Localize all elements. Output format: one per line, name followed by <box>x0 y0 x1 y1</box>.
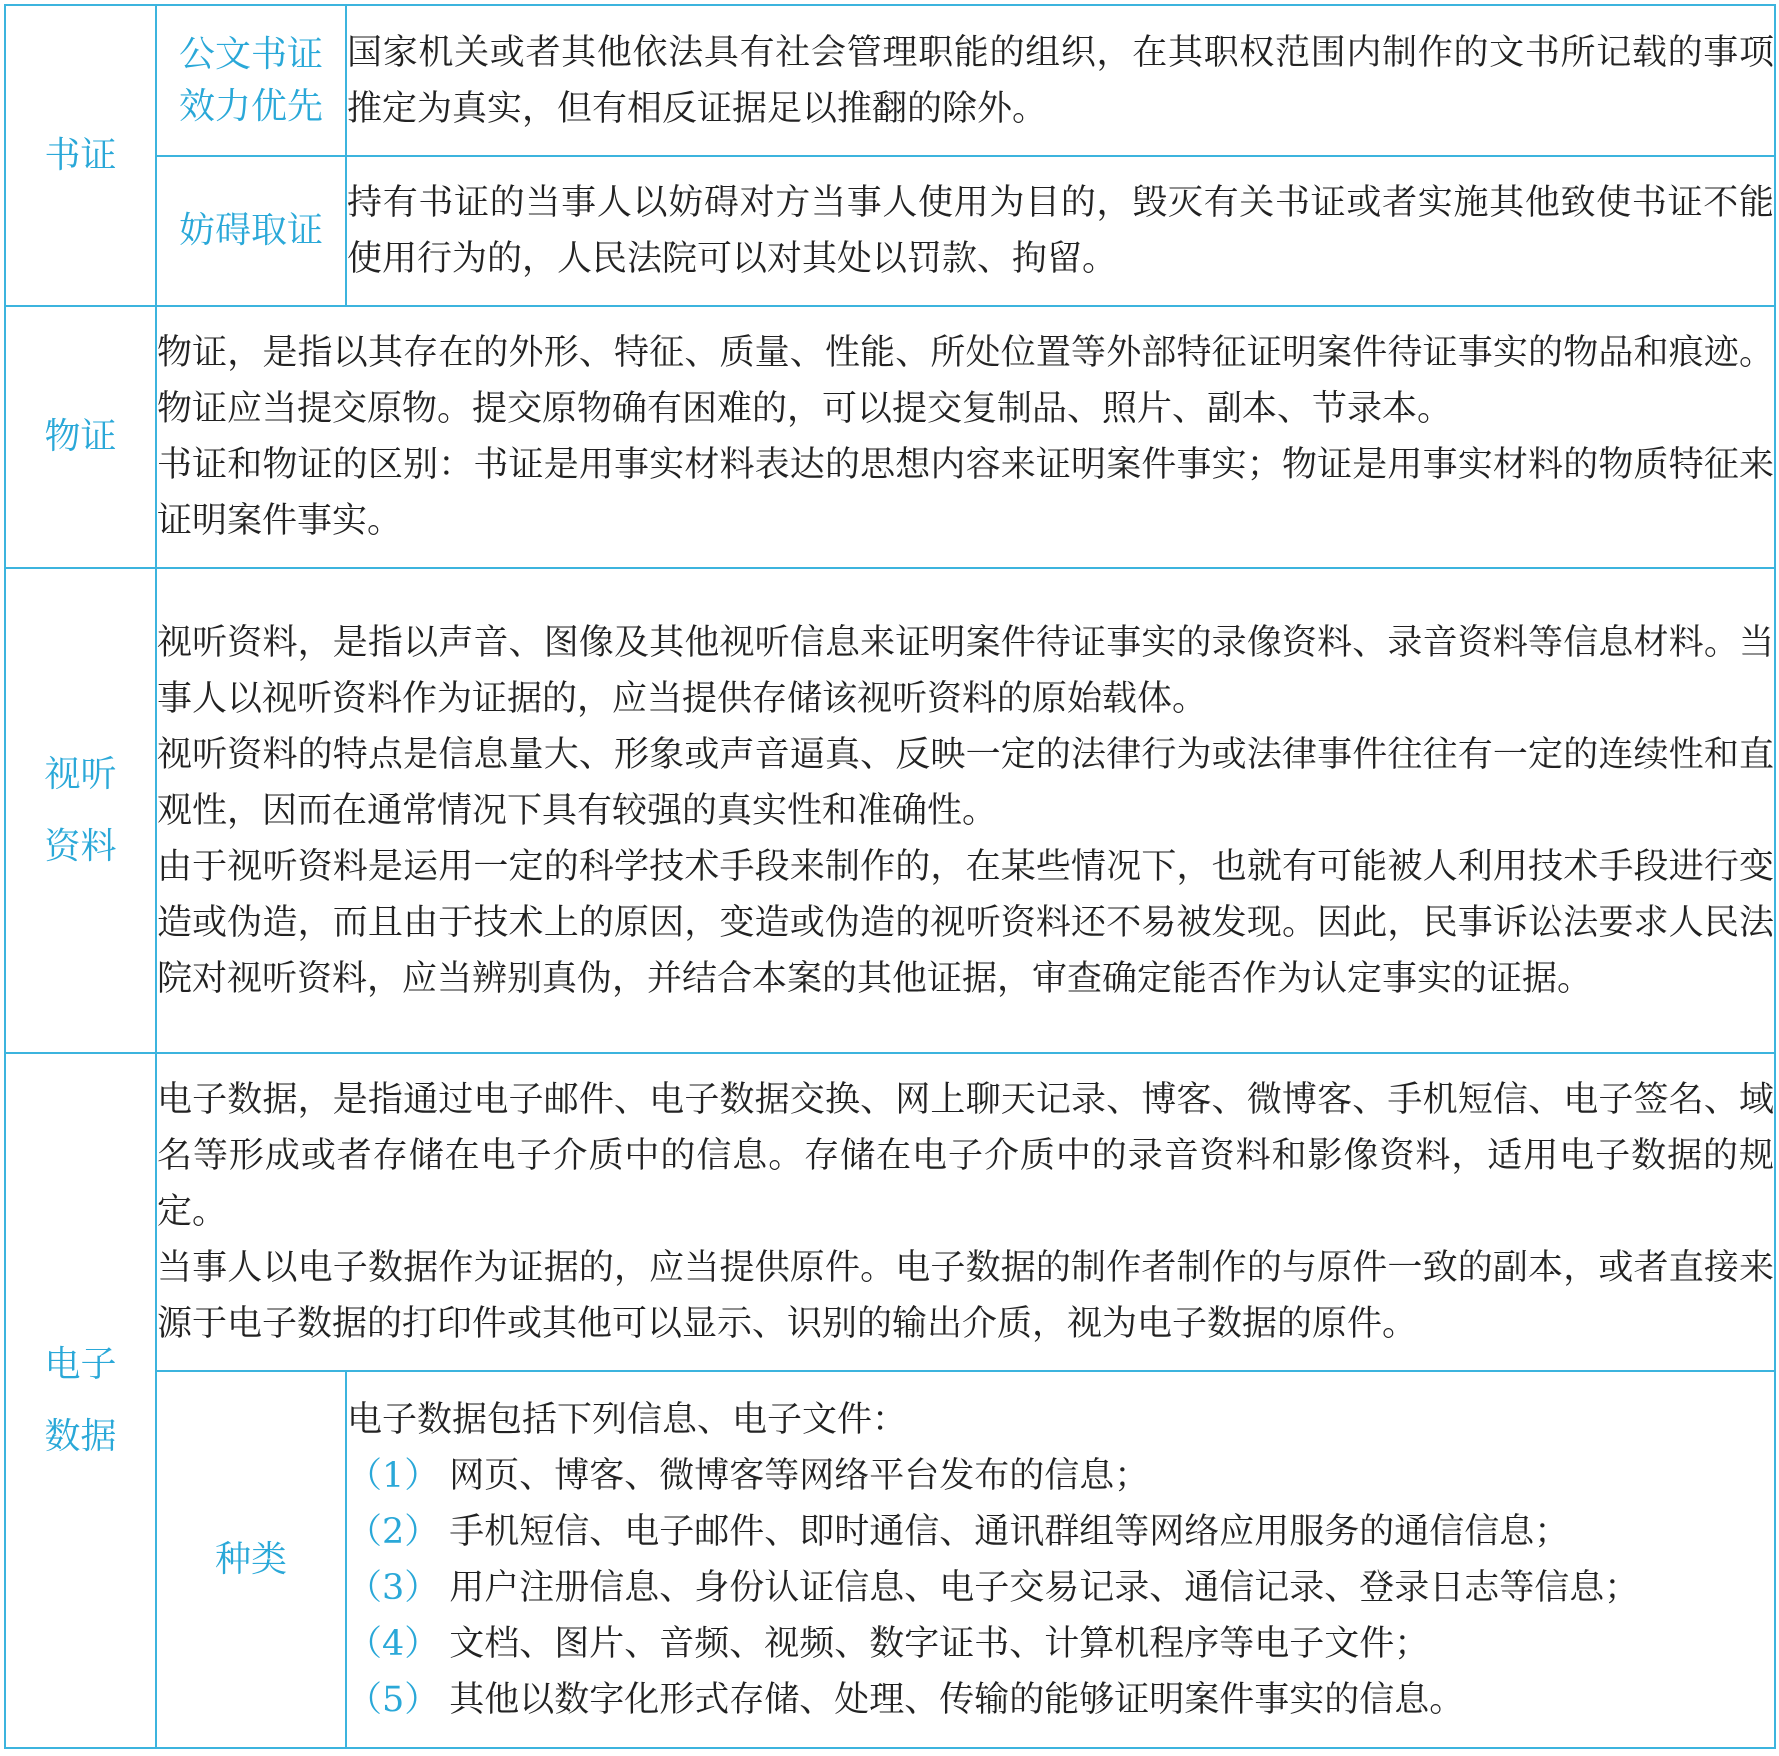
list-item: （5） 其他以数字化形式存储、处理、传输的能够证明案件事实的信息。 <box>347 1679 1465 1720</box>
text-obstruction: 持有书证的当事人以妨碍对方当事人使用为目的，毁灭有关书证或者实施其他致使书证不能使用行为的，人民法院可以对其处以罚款、拘留。 <box>346 156 1775 306</box>
list-item: （2） 手机短信、电子邮件、即时通信、通讯群组等网络应用服务的通信信息； <box>347 1511 1570 1552</box>
text-official-document: 国家机关或者其他依法具有社会管理职能的组织，在其职权范围内制作的文书所记载的事项推定为真实，但有相反证据足以推翻的除外。 <box>346 5 1775 156</box>
list-item: （1） 网页、博客、微博客等网络平台发布的信息； <box>347 1455 1150 1496</box>
table-row <box>5 5 1775 156</box>
text-types-list: 电子数据包括下列信息、电子文件： （1） 网页、博客、微博客等网络平台发布的信息； （2） 手机短信、电子邮件、即时通信、通讯群组等网络应用服务的通信信息； （3） 用户注册信息、身份认证信息、电子交易记录、通信记录、登录日志等信息； （4） 文档、图片、音频、视频、数字证书、计算机程序等电子文件； （5） 其他以数字化形式存储、处理、传输的能够证明案件事实的信息。 <box>346 1371 1775 1748</box>
category-shiting: 视听 资料 <box>5 568 156 1053</box>
table-row <box>5 306 1775 568</box>
sub-label-official-document: 公文书证 效力优先 <box>156 5 346 156</box>
category-dianzi: 电子 数据 <box>5 1053 156 1748</box>
list-item: （4） 文档、图片、音频、视频、数字证书、计算机程序等电子文件； <box>347 1623 1430 1664</box>
table-row <box>5 156 1775 306</box>
evidence-table <box>4 4 1776 1749</box>
table-row <box>5 1371 1775 1748</box>
category-wuzheng: 物证 <box>5 306 156 568</box>
sub-label-obstruction: 妨碍取证 <box>156 156 346 306</box>
table-row <box>5 1053 1775 1371</box>
text-physical-evidence: 物证，是指以其存在的外形、特征、质量、性能、所处位置等外部特征证明案件待证事实的物品和痕迹。物证应当提交原物。提交原物确有困难的，可以提交复制品、照片、副本、节录本。 书证和物证的区别：书证是用事实材料表达的思想内容来证明案件事实；物证是用事实材料的物质特征来证明案件事实。 <box>156 306 1775 568</box>
list-item: （3） 用户注册信息、身份认证信息、电子交易记录、通信记录、登录日志等信息； <box>347 1567 1640 1608</box>
text-audiovisual: 视听资料，是指以声音、图像及其他视听信息来证明案件待证事实的录像资料、录音资料等信息材料。当事人以视听资料作为证据的，应当提供存储该视听资料的原始载体。 视听资料的特点是信息量大、形象或声音逼真、反映一定的法律行为或法律事件往往有一定的连续性和直观性，因而在通常情况下具有较强的真实性和准确性。 由于视听资料是运用一定的科学技术手段来制作的，在某些情况下，也就有可能被人利用技术手段进行变造或伪造，而且由于技术上的原因，变造或伪造的视听资料还不易被发现。因此，民事诉讼法要求人民法院对视听资料，应当辨别真伪，并结合本案的其他证据，审查确定能否作为认定事实的证据。 <box>156 568 1775 1053</box>
text-electronic-data: 电子数据，是指通过电子邮件、电子数据交换、网上聊天记录、博客、微博客、手机短信、电子签名、域名等形成或者存储在电子介质中的信息。存储在电子介质中的录音资料和影像资料，适用电子数据的规定。 当事人以电子数据作为证据的，应当提供原件。电子数据的制作者制作的与原件一致的副本，或者直接来源于电子数据的打印件或其他可以显示、识别的输出介质，视为电子数据的原件。 <box>156 1053 1775 1371</box>
table-row <box>5 568 1775 1053</box>
category-shuzheng: 书证 <box>5 5 156 306</box>
sub-label-types: 种类 <box>156 1371 346 1748</box>
